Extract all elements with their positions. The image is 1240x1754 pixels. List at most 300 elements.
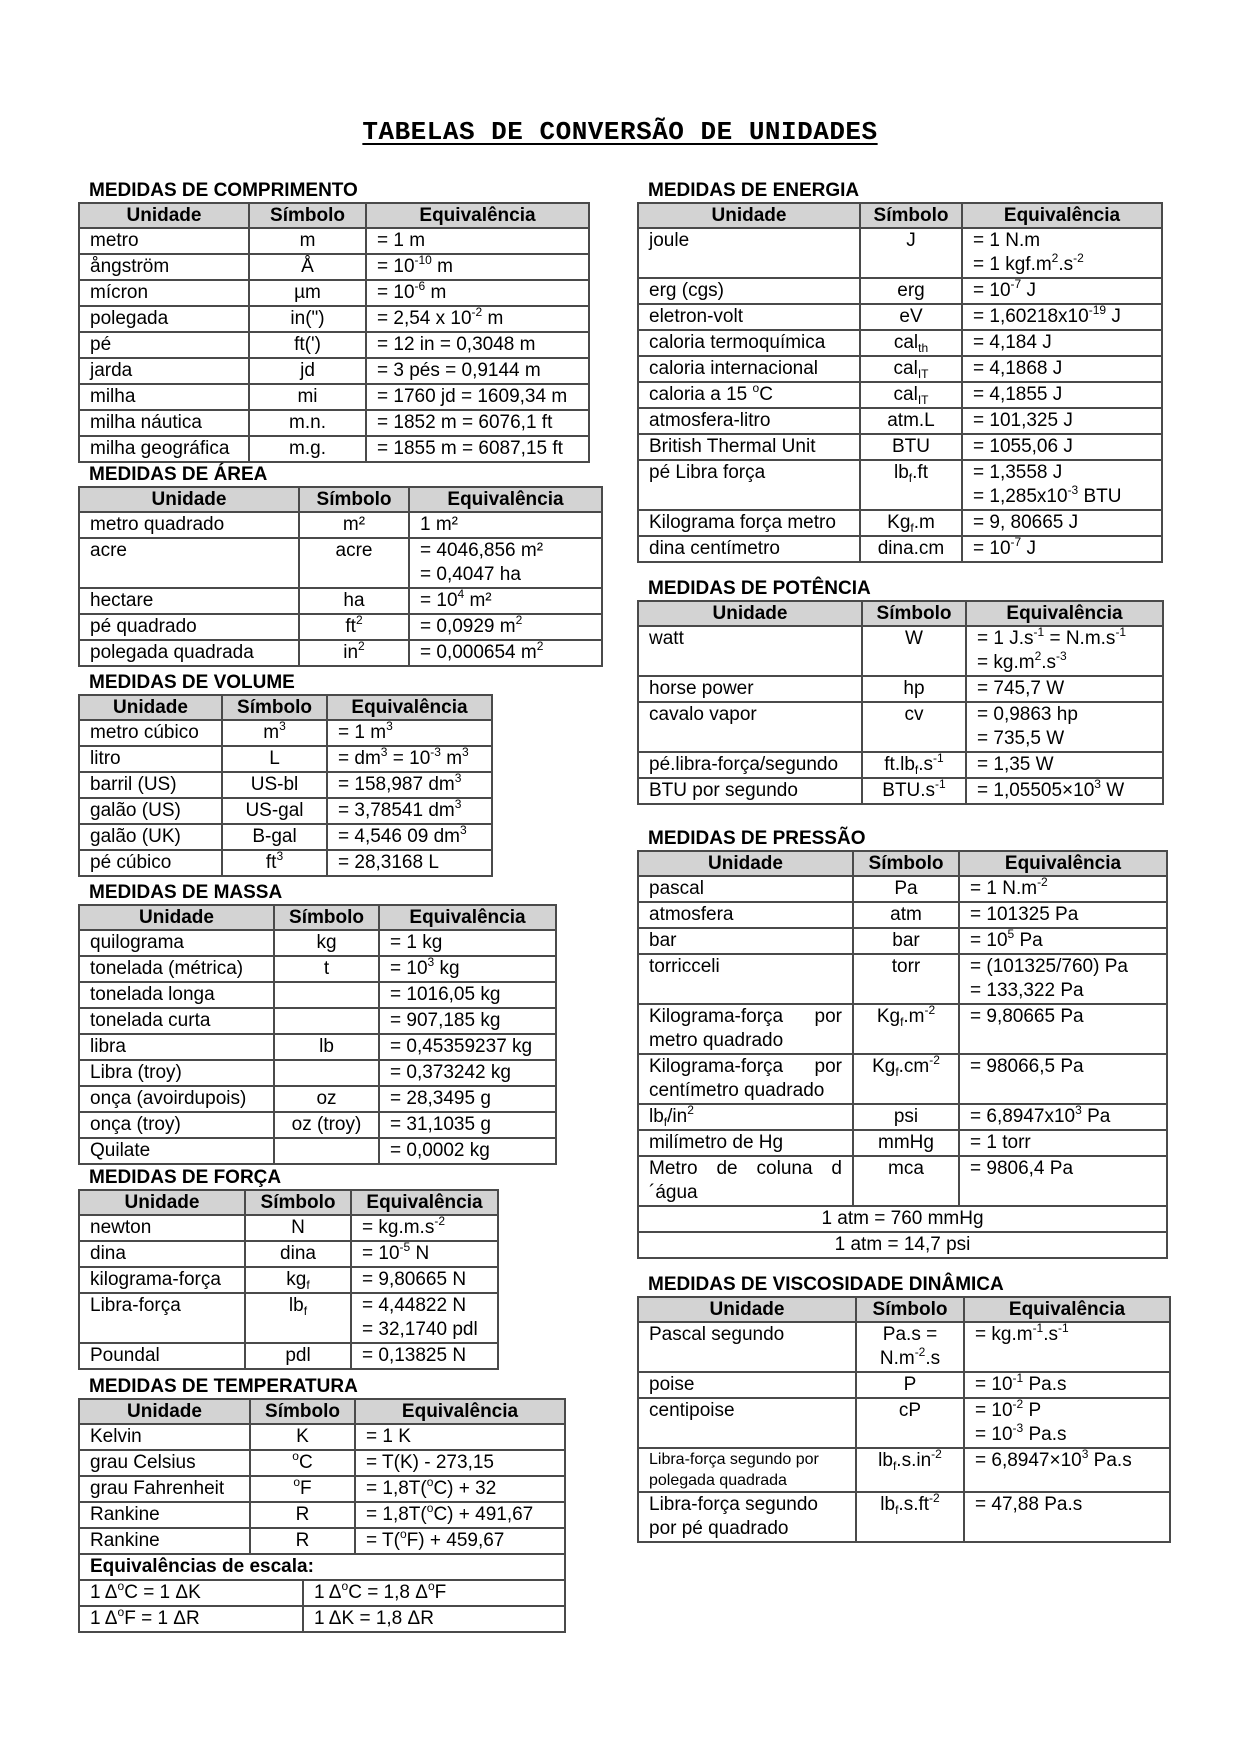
unit-cell: Libra-força xyxy=(79,1293,245,1343)
symbol-cell: mmHg xyxy=(853,1130,959,1156)
table-row xyxy=(79,1008,556,1034)
equivalence-cell: = (101325/760) Pa = 133,322 Pa xyxy=(959,954,1167,1004)
column-header-unidade: Unidade xyxy=(79,487,299,512)
equivalence-cell: = $10^{-1}$ Pa.s xyxy=(964,1372,1170,1398)
unit-cell: metro cúbico xyxy=(79,720,222,746)
equivalence-cell: = T(K) - 273,15 xyxy=(355,1450,565,1476)
symbol-cell xyxy=(274,1138,379,1164)
unit-cell: pé Libra força xyxy=(638,460,860,510)
unit-cell: hectare xyxy=(79,588,299,614)
column-header-simbolo: Símbolo xyxy=(222,695,327,720)
unit-cell: onça (avoirdupois) xyxy=(79,1086,274,1112)
section-title: MEDIDAS DE ENERGIA xyxy=(648,180,860,201)
unit-cell: Poundal xyxy=(79,1343,245,1369)
table-row xyxy=(79,332,589,358)
table-row xyxy=(79,228,589,254)
table-row xyxy=(79,1450,565,1476)
unit-cell: pascal xyxy=(638,876,853,902)
table-row xyxy=(638,1004,1167,1054)
table-row xyxy=(79,358,589,384)
note-row xyxy=(638,1232,1167,1258)
unit-cell: metro quadrado xyxy=(79,512,299,538)
symbol-cell: $BTU.s^{-1}$ xyxy=(862,778,966,804)
table-row xyxy=(79,1267,498,1293)
scale-title-row xyxy=(79,1554,565,1580)
section-title: MEDIDAS DE POTÊNCIA xyxy=(648,578,871,599)
column-header-unidade: Unidade xyxy=(79,203,249,228)
section-title: MEDIDAS DE TEMPERATURA xyxy=(89,1376,358,1397)
symbol-cell: kg xyxy=(274,930,379,956)
section-area xyxy=(78,464,603,667)
symbol-cell: atm xyxy=(853,902,959,928)
equivalence-cell: = 1 $J.s^{-1} = N.m.s^{-1}$ = $kg.m^2.s^{-3}$ xyxy=(966,626,1163,676)
symbol-cell: R xyxy=(250,1502,355,1528)
section-forca xyxy=(78,1167,499,1370)
equivalence-cell: = 1016,05 kg xyxy=(379,982,556,1008)
unit-cell: polegada xyxy=(79,306,249,332)
section-pressao xyxy=(637,828,1168,1259)
table-row xyxy=(79,1293,498,1343)
unit-cell: pé cúbico xyxy=(79,850,222,876)
column-header-equivalencia: Equivalência xyxy=(964,1297,1170,1322)
header-row xyxy=(79,905,556,930)
column-header-equivalencia: Equivalência xyxy=(355,1399,565,1424)
column-header-simbolo: Símbolo xyxy=(856,1297,964,1322)
column-header-simbolo: Símbolo xyxy=(250,1399,355,1424)
column-header-equivalencia: Equivalência xyxy=(962,203,1162,228)
symbol-cell: ft(') xyxy=(249,332,366,358)
table-temperatura xyxy=(78,1398,566,1633)
unit-cell: Libra-força segundo por polegada quadrada xyxy=(638,1448,856,1492)
equivalence-cell: = 101,325 J xyxy=(962,408,1162,434)
unit-cell: pé xyxy=(79,332,249,358)
table-row xyxy=(638,1104,1167,1130)
table-massa xyxy=(78,904,557,1165)
symbol-cell: L xyxy=(222,746,327,772)
symbol-cell: pdl xyxy=(245,1343,351,1369)
symbol-cell: $ft^3$ xyxy=(222,850,327,876)
column-header-equivalencia: Equivalência xyxy=(327,695,492,720)
unit-cell: caloria internacional xyxy=(638,356,860,382)
unit-cell: metro xyxy=(79,228,249,254)
symbol-cell: $lb_f.ft$ xyxy=(860,460,962,510)
scale-title: Equivalências de escala: xyxy=(79,1554,565,1580)
equivalence-cell: = 101325 Pa xyxy=(959,902,1167,928)
table-row xyxy=(79,280,589,306)
table-row xyxy=(79,956,556,982)
table-row xyxy=(79,436,589,462)
symbol-cell xyxy=(274,982,379,1008)
equivalence-cell: = 745,7 W xyxy=(966,676,1163,702)
table-row xyxy=(79,1241,498,1267)
table-viscosidade xyxy=(637,1296,1171,1543)
symbol-cell: mca xyxy=(853,1156,959,1206)
section-energia xyxy=(637,180,1163,563)
equivalence-cell: = 907,185 kg xyxy=(379,1008,556,1034)
symbol-cell: cal$_{IT}$ xyxy=(860,382,962,408)
column-header-equivalencia: Equivalência xyxy=(966,601,1163,626)
table-row xyxy=(638,876,1167,902)
table-row xyxy=(79,1215,498,1241)
symbol-cell: mi xyxy=(249,384,366,410)
table-row xyxy=(79,1476,565,1502)
header-row xyxy=(79,695,492,720)
note-row xyxy=(638,1206,1167,1232)
equivalence-cell: = 9,80665 Pa xyxy=(959,1004,1167,1054)
unit-cell: poise xyxy=(638,1372,856,1398)
symbol-cell: acre xyxy=(299,538,409,588)
equivalence-cell: = $10^4$ m² xyxy=(409,588,602,614)
table-row xyxy=(79,640,602,666)
equivalence-cell: = 1 kg xyxy=(379,930,556,956)
equivalence-cell: = 0,373242 kg xyxy=(379,1060,556,1086)
section-title: MEDIDAS DE COMPRIMENTO xyxy=(89,180,358,201)
symbol-cell: lb xyxy=(274,1034,379,1060)
section-title: MEDIDAS DE MASSA xyxy=(89,882,283,903)
equivalence-cell: = 0,000654 $m^2$ xyxy=(409,640,602,666)
table-row xyxy=(79,982,556,1008)
equivalence-cell: = $1,05505\times 10^3$ W xyxy=(966,778,1163,804)
table-row xyxy=(79,254,589,280)
symbol-cell: in(") xyxy=(249,306,366,332)
column-header-equivalencia: Equivalência xyxy=(959,851,1167,876)
page-title xyxy=(0,117,1240,147)
symbol-cell: $^o$F xyxy=(250,1476,355,1502)
section-temperatura xyxy=(78,1376,566,1633)
equivalence-cell: = $10^{-2}$ P = $10^{-3}$ Pa.s xyxy=(964,1398,1170,1448)
symbol-cell: m² xyxy=(299,512,409,538)
unit-cell: atmosfera-litro xyxy=(638,408,860,434)
equivalence-cell: = 1 torr xyxy=(959,1130,1167,1156)
column-header-equivalencia: Equivalência xyxy=(379,905,556,930)
unit-cell: mícron xyxy=(79,280,249,306)
symbol-cell: Pa.s = $N.m^{-2}.s$ xyxy=(856,1322,964,1372)
equivalence-cell: = 28,3168 L xyxy=(327,850,492,876)
header-row xyxy=(79,203,589,228)
equivalence-cell: 1 m² xyxy=(409,512,602,538)
unit-cell: cavalo vapor xyxy=(638,702,862,752)
table-row xyxy=(79,588,602,614)
table-row xyxy=(79,746,492,772)
equivalence-cell: = $10^5$ Pa xyxy=(959,928,1167,954)
unit-cell: barril (US) xyxy=(79,772,222,798)
scale-cell: 1 $\Delta^oF = 1$ ΔR xyxy=(79,1606,303,1632)
equivalence-cell: = 2,54 x $10^{-2}$ m xyxy=(366,306,589,332)
unit-cell: polegada quadrada xyxy=(79,640,299,666)
column-header-simbolo: Símbolo xyxy=(274,905,379,930)
header-row xyxy=(79,1190,498,1215)
unit-cell: milímetro de Hg xyxy=(638,1130,853,1156)
table-row xyxy=(79,384,589,410)
equivalence-cell: = $kg.m^{-1}.s^{-1}$ xyxy=(964,1322,1170,1372)
column-header-equivalencia: Equivalência xyxy=(409,487,602,512)
unit-cell: $lb_f/in^2$ xyxy=(638,1104,853,1130)
equivalence-cell: = $6,8947x10^3$ Pa xyxy=(959,1104,1167,1130)
section-volume xyxy=(78,672,493,877)
symbol-cell: cP xyxy=(856,1398,964,1448)
table-row xyxy=(638,434,1162,460)
table-row xyxy=(79,772,492,798)
symbol-cell: $Kg_f.m$ xyxy=(860,510,962,536)
unit-cell: Kelvin xyxy=(79,1424,250,1450)
symbol-cell: J xyxy=(860,228,962,278)
symbol-cell: dina.cm xyxy=(860,536,962,562)
table-energia xyxy=(637,202,1163,563)
unit-cell: horse power xyxy=(638,676,862,702)
table-row xyxy=(638,510,1162,536)
unit-cell: BTU por segundo xyxy=(638,778,862,804)
table-row xyxy=(79,1112,556,1138)
table-forca xyxy=(78,1189,499,1370)
table-row xyxy=(79,1528,565,1554)
symbol-cell: $kg_f$ xyxy=(245,1267,351,1293)
section-comprimento xyxy=(78,180,590,463)
table-row xyxy=(79,1424,565,1450)
unit-cell: Rankine xyxy=(79,1528,250,1554)
column-header-unidade: Unidade xyxy=(79,905,274,930)
symbol-cell: cal$_{th}$ xyxy=(860,330,962,356)
equivalence-cell: = 1 $m^3$ xyxy=(327,720,492,746)
table-row xyxy=(79,850,492,876)
symbol-cell: hp xyxy=(862,676,966,702)
unit-cell: Metro de coluna d´água xyxy=(638,1156,853,1206)
unit-cell: caloria a 15 $^o$C xyxy=(638,382,860,408)
equivalence-cell: = $10^{-6}$ m xyxy=(366,280,589,306)
unit-cell: grau Fahrenheit xyxy=(79,1476,250,1502)
table-row xyxy=(638,1322,1170,1372)
table-row xyxy=(638,304,1162,330)
table-row xyxy=(638,702,1163,752)
symbol-cell: $Kg_f.cm^{-2}$ xyxy=(853,1054,959,1104)
section-massa xyxy=(78,882,557,1165)
table-row xyxy=(79,1060,556,1086)
equivalence-cell: = 1,35 W xyxy=(966,752,1163,778)
unit-cell: tonelada longa xyxy=(79,982,274,1008)
equivalence-cell: = 1 N.m = 1 $kgf.m^2.s^{-2}$ xyxy=(962,228,1162,278)
equivalence-cell: = 1,8T($^o$C) + 491,67 xyxy=(355,1502,565,1528)
table-row xyxy=(638,1448,1170,1492)
symbol-cell: K xyxy=(250,1424,355,1450)
symbol-cell: m.g. xyxy=(249,436,366,462)
symbol-cell: oz (troy) xyxy=(274,1112,379,1138)
column-header-equivalencia: Equivalência xyxy=(366,203,589,228)
unit-cell: libra xyxy=(79,1034,274,1060)
unit-cell: galão (UK) xyxy=(79,824,222,850)
unit-cell: torricceli xyxy=(638,954,853,1004)
equivalence-cell: = $10^{-10}$ m xyxy=(366,254,589,280)
symbol-cell: bar xyxy=(853,928,959,954)
table-row xyxy=(79,1343,498,1369)
equivalence-cell: = 98066,5 Pa xyxy=(959,1054,1167,1104)
equivalence-cell: = 0,13825 N xyxy=(351,1343,498,1369)
equivalence-cell: = 1852 m = 6076,1 ft xyxy=(366,410,589,436)
column-header-unidade: Unidade xyxy=(79,1399,250,1424)
table-row xyxy=(638,356,1162,382)
equivalence-cell: = $kg.m.s^{-2}$ xyxy=(351,1215,498,1241)
scale-row xyxy=(79,1580,565,1606)
symbol-cell: $^o$C xyxy=(250,1450,355,1476)
column-header-simbolo: Símbolo xyxy=(245,1190,351,1215)
table-row xyxy=(638,382,1162,408)
scale-row xyxy=(79,1606,565,1632)
equivalence-cell: = $6,8947\times 10^3$ Pa.s xyxy=(964,1448,1170,1492)
table-row xyxy=(79,1086,556,1112)
symbol-cell: m xyxy=(249,228,366,254)
symbol-cell: cv xyxy=(862,702,966,752)
table-row xyxy=(638,626,1163,676)
unit-cell: kilograma-força xyxy=(79,1267,245,1293)
unit-cell: onça (troy) xyxy=(79,1112,274,1138)
table-row xyxy=(79,1502,565,1528)
symbol-cell: $lb_f.s.ft^{-2}$ xyxy=(856,1492,964,1542)
unit-cell: milha geográfica xyxy=(79,436,249,462)
column-header-simbolo: Símbolo xyxy=(249,203,366,228)
table-volume xyxy=(78,694,493,877)
symbol-cell: $ft^2$ xyxy=(299,614,409,640)
unit-cell: acre xyxy=(79,538,299,588)
equivalence-cell: = 47,88 Pa.s xyxy=(964,1492,1170,1542)
equivalence-cell: = 9806,4 Pa xyxy=(959,1156,1167,1206)
table-row xyxy=(79,1138,556,1164)
unit-cell: Libra-força segundo por pé quadrado xyxy=(638,1492,856,1542)
section-title: MEDIDAS DE FORÇA xyxy=(89,1167,282,1188)
section-title: MEDIDAS DE ÁREA xyxy=(89,464,268,485)
unit-cell: dina xyxy=(79,1241,245,1267)
unit-cell: dina centímetro xyxy=(638,536,860,562)
symbol-cell: µm xyxy=(249,280,366,306)
table-row xyxy=(79,1034,556,1060)
equivalence-cell: = 4,44822 N = 32,1740 pdl xyxy=(351,1293,498,1343)
symbol-cell xyxy=(274,1060,379,1086)
symbol-cell: W xyxy=(862,626,966,676)
equivalence-cell: = 1 $N.m^{-2}$ xyxy=(959,876,1167,902)
symbol-cell: eV xyxy=(860,304,962,330)
table-row xyxy=(638,278,1162,304)
section-viscosidade xyxy=(637,1274,1171,1543)
symbol-cell: P xyxy=(856,1372,964,1398)
symbol-cell: t xyxy=(274,956,379,982)
equivalence-cell: = 158,987 $dm^3$ xyxy=(327,772,492,798)
table-row xyxy=(638,1372,1170,1398)
unit-cell: quilograma xyxy=(79,930,274,956)
unit-cell: pé quadrado xyxy=(79,614,299,640)
symbol-cell: m.n. xyxy=(249,410,366,436)
unit-cell: grau Celsius xyxy=(79,1450,250,1476)
header-row xyxy=(638,851,1167,876)
equivalence-cell: = 1055,06 J xyxy=(962,434,1162,460)
unit-cell: Kilograma-força por metro quadrado xyxy=(638,1004,853,1054)
equivalence-cell: = 12 in = 0,3048 m xyxy=(366,332,589,358)
unit-cell: centipoise xyxy=(638,1398,856,1448)
equivalence-cell: = 3,78541 $dm^3$ xyxy=(327,798,492,824)
scale-cell: 1 $\Delta^oC = 1,8$ $\Delta^oF$ xyxy=(303,1580,565,1606)
scale-cell: 1 $\Delta^oC = 1$ ΔK xyxy=(79,1580,303,1606)
table-row xyxy=(638,902,1167,928)
equivalence-cell: = 9, 80665 J xyxy=(962,510,1162,536)
equivalence-cell: = $10^{-7}$ J xyxy=(962,536,1162,562)
section-title: MEDIDAS DE VOLUME xyxy=(89,672,295,693)
equivalence-cell: = 28,3495 g xyxy=(379,1086,556,1112)
equivalence-cell: = 3 pés = 0,9144 m xyxy=(366,358,589,384)
unit-cell: galão (US) xyxy=(79,798,222,824)
column-header-unidade: Unidade xyxy=(638,1297,856,1322)
symbol-cell: N xyxy=(245,1215,351,1241)
equivalence-cell: = $dm^3 = 10^{-3}$ $m^3$ xyxy=(327,746,492,772)
column-header-equivalencia: Equivalência xyxy=(351,1190,498,1215)
page-title-text: TABELAS DE CONVERSÃO DE UNIDADES xyxy=(362,117,878,147)
table-row xyxy=(79,538,602,588)
column-header-unidade: Unidade xyxy=(79,1190,245,1215)
table-row xyxy=(638,928,1167,954)
column-header-unidade: Unidade xyxy=(638,601,862,626)
symbol-cell: BTU xyxy=(860,434,962,460)
symbol-cell: US-bl xyxy=(222,772,327,798)
table-row xyxy=(638,228,1162,278)
note-cell: 1 atm = 760 mmHg xyxy=(638,1206,1167,1232)
equivalence-cell: = 1,8T($^o$C) + 32 xyxy=(355,1476,565,1502)
table-row xyxy=(79,720,492,746)
table-row xyxy=(79,798,492,824)
table-pressao xyxy=(637,850,1168,1259)
symbol-cell: Å xyxy=(249,254,366,280)
header-row xyxy=(79,1399,565,1424)
unit-cell: joule xyxy=(638,228,860,278)
unit-cell: litro xyxy=(79,746,222,772)
symbol-cell xyxy=(274,1008,379,1034)
table-row xyxy=(638,1054,1167,1104)
symbol-cell: jd xyxy=(249,358,366,384)
unit-cell: bar xyxy=(638,928,853,954)
section-title: MEDIDAS DE PRESSÃO xyxy=(648,828,866,849)
unit-cell: watt xyxy=(638,626,862,676)
equivalence-cell: = $10^{-7}$ J xyxy=(962,278,1162,304)
equivalence-cell: = 4,1855 J xyxy=(962,382,1162,408)
symbol-cell: ha xyxy=(299,588,409,614)
symbol-cell: dina xyxy=(245,1241,351,1267)
symbol-cell: B-gal xyxy=(222,824,327,850)
unit-cell: atmosfera xyxy=(638,902,853,928)
unit-cell: Rankine xyxy=(79,1502,250,1528)
table-row xyxy=(638,1130,1167,1156)
unit-cell: milha náutica xyxy=(79,410,249,436)
unit-cell: Quilate xyxy=(79,1138,274,1164)
table-row xyxy=(638,408,1162,434)
symbol-cell: torr xyxy=(853,954,959,1004)
equivalence-cell: = 4,546 09 $dm^3$ xyxy=(327,824,492,850)
equivalence-cell: = 1760 jd = 1609,34 m xyxy=(366,384,589,410)
header-row xyxy=(638,203,1162,228)
column-header-unidade: Unidade xyxy=(79,695,222,720)
table-row xyxy=(638,778,1163,804)
header-row xyxy=(638,1297,1170,1322)
unit-cell: Kilograma força metro xyxy=(638,510,860,536)
unit-cell: erg (cgs) xyxy=(638,278,860,304)
symbol-cell: $in^2$ xyxy=(299,640,409,666)
symbol-cell: cal$_{IT}$ xyxy=(860,356,962,382)
equivalence-cell: = T($^o$F) + 459,67 xyxy=(355,1528,565,1554)
table-row xyxy=(638,1492,1170,1542)
table-row xyxy=(638,536,1162,562)
symbol-cell: $m^3$ xyxy=(222,720,327,746)
equivalence-cell: = 0,0929 $m^2$ xyxy=(409,614,602,640)
symbol-cell: R xyxy=(250,1528,355,1554)
symbol-cell: erg xyxy=(860,278,962,304)
column-header-unidade: Unidade xyxy=(638,203,860,228)
equivalence-cell: = 9,80665 N xyxy=(351,1267,498,1293)
symbol-cell: psi xyxy=(853,1104,959,1130)
symbol-cell: atm.L xyxy=(860,408,962,434)
symbol-cell: Pa xyxy=(853,876,959,902)
